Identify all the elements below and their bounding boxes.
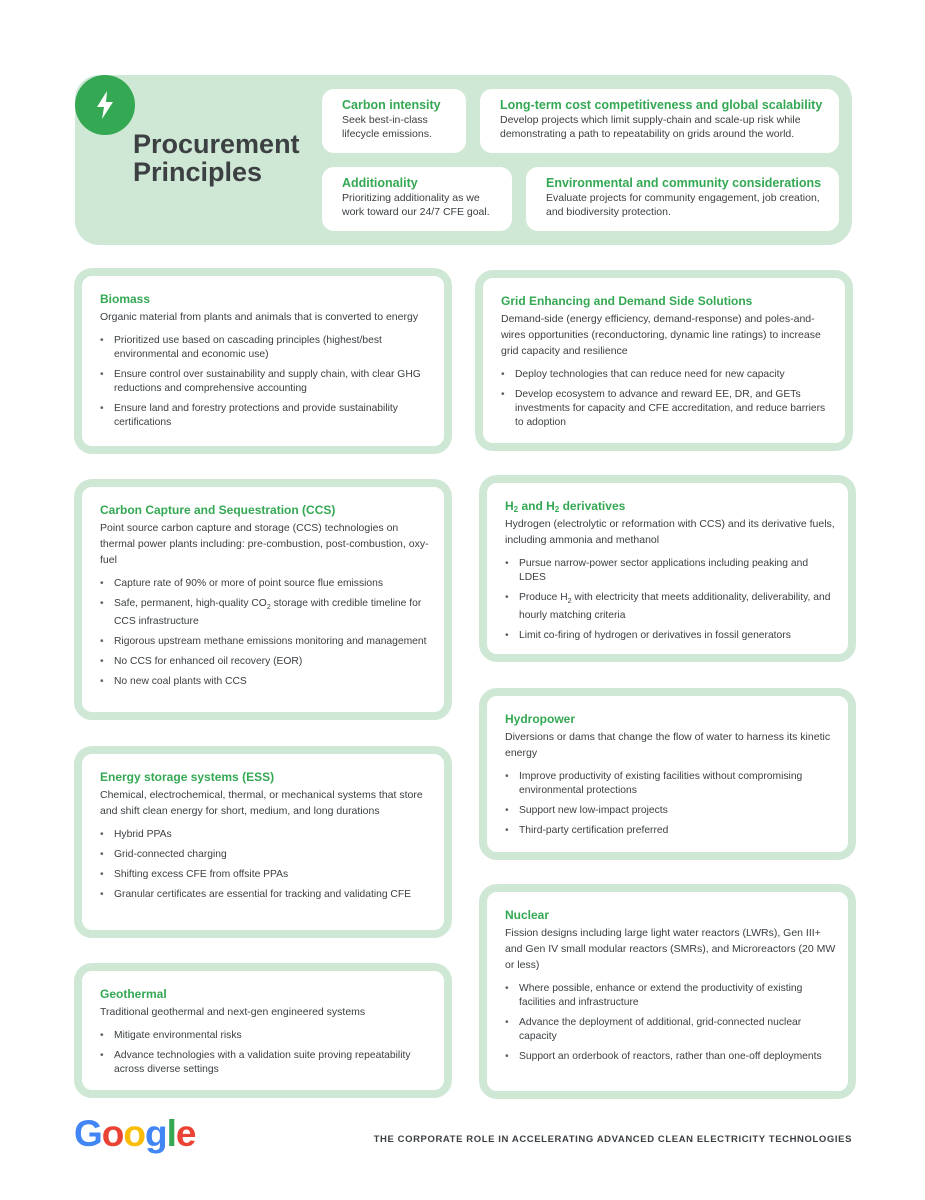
principle-carbon-intensity [322,89,466,153]
principle-title: Environmental and community considerations [546,176,822,190]
page-title [133,130,323,186]
logo-letter: G [74,1113,102,1154]
card-title: Nuclear [505,908,550,922]
list-item: • Ensure control over sustainability and supply chain, with clear GHG reductions and comprehensive accounting [100,368,432,396]
principle-cost-scalability [480,89,839,153]
list-item [100,597,432,629]
footer-text: THE CORPORATE ROLE IN ACCELERATING ADVANCED CLEAN ELECTRICITY TECHNOLOGIES [373,1134,852,1145]
card-desc: Point source carbon capture and storage (CCS) technologies on thermal power plants including: pre-combustion, post-combustion, oxy-fuel [100,522,429,566]
list-item: • Shifting excess CFE from offsite PPAs [100,868,432,882]
card-title: Carbon Capture and Sequestration (CCS) [100,503,336,517]
list-item-text: Safe, permanent, high-quality CO [114,598,267,609]
list-item: • Ensure land and forestry protections and provide sustainability certifications [100,402,432,430]
card-title [505,499,836,514]
card-desc: Traditional geothermal and next-gen engineered systems [100,1006,366,1018]
bullet-list [505,982,836,1064]
card-desc: Chemical, electrochemical, thermal, or mechanical systems that store and shift clean energy for short, medium, and long durations [100,789,423,817]
bullet-list [100,1029,432,1077]
list-item: • Where possible, enhance or extend the productivity of existing facilities and infrastructure [505,982,836,1010]
bullet-list [505,557,836,643]
bullet-list [501,368,833,430]
card-desc: Demand-side (energy efficiency, demand-response) and poles-and-wires opportunities (reconductoring, dynamic line ratings) to increase grid capacity and resilience [501,313,821,357]
google-logo [74,1112,195,1156]
bullet-list [100,334,432,430]
list-item: • Develop ecosystem to advance and reward EE, DR, and GETs investments for capacity and CFE accreditation, and reduce barriers to adoption [501,388,833,430]
list-item: • Deploy technologies that can reduce need for new capacity [501,368,833,382]
principle-title: Additionality [342,176,418,190]
card-desc: Diversions or dams that change the flow of water to harness its kinetic energy [505,731,831,759]
principle-desc: Seek best-in-class lifecycle emissions. [342,114,432,140]
lightning-bolt-icon [75,75,135,135]
list-item: • Support new low-impact projects [505,804,836,818]
card-title-text: and H [518,499,555,513]
list-item-text: with electricity that meets additionality, deliverability, and hourly matching criteria [519,592,831,622]
list-item: • Rigorous upstream methane emissions monitoring and management [100,635,432,649]
list-item-text: storage with credible timeline for CCS infrastructure [114,598,422,628]
list-item: • Improve productivity of existing facilities without compromising environmental protections [505,770,836,798]
list-item: • Hybrid PPAs [100,828,432,842]
list-item: • No CCS for enhanced oil recovery (EOR) [100,655,432,669]
page-title-line2: Principles [133,157,263,187]
principle-additionality [322,167,512,231]
list-item: • Granular certificates are essential for tracking and validating CFE [100,888,432,902]
list-item: • Limit co-firing of hydrogen or derivatives in fossil generators [505,629,836,643]
subscript: 2 [513,505,519,514]
list-item: • Prioritized use based on cascading principles (highest/best environmental and economic use) [100,334,432,362]
logo-letter: e [175,1113,196,1154]
list-item: • Advance technologies with a validation suite proving repeatability across diverse settings [100,1049,432,1077]
list-item: • Grid-connected charging [100,848,432,862]
card-hydrogen [479,475,856,662]
card-desc: Fission designs including large light water reactors (LWRs), Gen III+ and Gen IV small modular reactors (SMRs), and Microreactors (20 MW or less) [505,927,836,971]
card-ess [74,746,452,938]
bullet-list [505,770,836,838]
card-desc: Hydrogen (electrolytic or reformation with CCS) and its derivative fuels, including ammonia and methanol [505,518,835,546]
page-title-line1: Procurement [133,129,300,159]
bullet-list [100,828,432,902]
card-title-text: H [505,499,514,513]
list-item: • Third-party certification preferred [505,824,836,838]
principle-desc: Evaluate projects for community engagement, job creation, and biodiversity protection. [546,192,820,218]
card-ccs [74,479,452,720]
card-title: Hydropower [505,712,576,726]
subscript: 2 [554,505,560,514]
list-item: • Capture rate of 90% or more of point source flue emissions [100,577,432,591]
principle-desc: Prioritizing additionality as we work toward our 24/7 CFE goal. [342,192,490,218]
logo-letter: o [123,1113,145,1154]
subscript: 2 [266,604,271,612]
card-grid-enhancing [475,270,853,451]
list-item: • Support an orderbook of reactors, rather than one-off deployments [505,1050,836,1064]
list-item: • Pursue narrow-power sector applications including peaking and LDES [505,557,836,585]
card-biomass [74,268,452,454]
principle-desc: Develop projects which limit supply-chain and scale-up risk while demonstrating a path to repeatability on grids around the world. [500,114,801,140]
list-item: • No new coal plants with CCS [100,675,432,689]
logo-letter: l [166,1113,176,1154]
card-title: Energy storage systems (ESS) [100,770,275,784]
card-geothermal [74,963,452,1098]
list-item-text: Produce H [519,592,568,603]
card-title: Geothermal [100,987,167,1001]
card-title-text: derivatives [559,499,626,513]
list-item: • Advance the deployment of additional, grid-connected nuclear capacity [505,1016,836,1044]
card-nuclear [479,884,856,1099]
list-item: • Mitigate environmental risks [100,1029,432,1043]
card-desc: Organic material from plants and animals that is converted to energy [100,311,419,323]
logo-letter: o [101,1113,124,1154]
principle-title: Long-term cost competitiveness and global scalability [500,98,823,112]
bullet-list [100,577,432,689]
principle-title: Carbon intensity [342,98,441,112]
card-hydropower [479,688,856,860]
subscript: 2 [567,598,572,606]
principle-environment-community [526,167,839,231]
logo-letter: g [145,1113,167,1154]
card-title: Grid Enhancing and Demand Side Solutions [501,294,753,308]
card-title: Biomass [100,292,151,306]
list-item [505,591,836,623]
